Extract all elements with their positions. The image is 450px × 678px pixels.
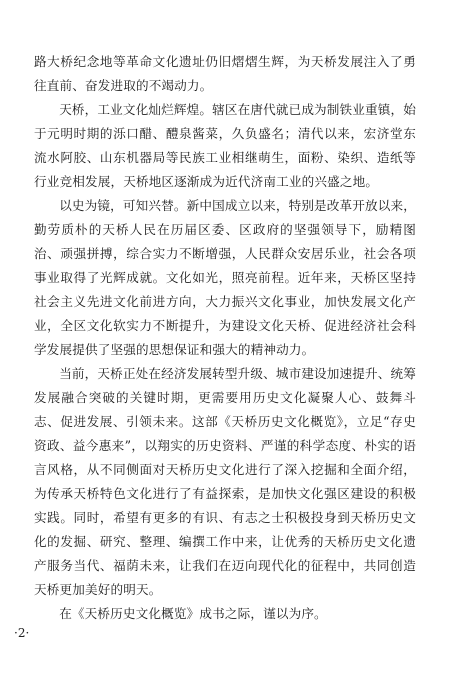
paragraph-industrial-culture: 天桥，工业文化灿烂辉煌。辖区在唐代就已成为制铁业重镇，始于元明时期的泺口醋、醴泉酱菜，久负盛名；清代以来，宏济堂东流水阿胶、山东机器局等民族工业相继萌生，面粉、染织、造纸等行业竞相发展，天桥地区逐渐成为近代济南工业的兴盛之地。 [34, 102, 417, 189]
document-body [34, 50, 416, 626]
page-number: ·2· [14, 626, 30, 640]
paragraph-continuation: 路大桥纪念地等革命文化遗址仍旧熠熠生辉，为天桥发展注入了勇往直前、奋发进取的不竭动力。 [34, 54, 416, 93]
paragraph-current-period: 当前，天桥正处在经济发展转型升级、城市建设加速提升、统筹发展融合突破的关键时期，更需要用历史文化凝聚人心、鼓舞斗志、促进发展、引领未来。这部《天桥历史文化概览》，立足“存史资政、益今惠来”，以翔实的历史资料、严谨的科学态度、朴实的语言风格，从不同侧面对天桥历史文化进行了深入挖掘和全面介绍，为传承天桥特色文化进行了有益探索，是加快文化强区建设的积极实践。同时，希望有更多的有识、有志之士积极投身到天桥历史文化的发掘、研究、整理、编撰工作中来，让优秀的天桥历史文化遗产服务当代、福荫未来，让我们在迈向现代化的征程中，共同创造天桥更加美好的明天。 [34, 366, 417, 597]
paragraph-closing: 在《天桥历史文化概览》成书之际，谨以为序。 [59, 606, 327, 621]
paragraph-history-mirror: 以史为镜，可知兴替。新中国成立以来，特别是改革开放以来，勤劳质朴的天桥人民在历届区委、区政府的坚强领导下，励精图治、顽强拼搏，综合实力不断增强，人民群众安居乐业，社会各项事业取得了光辉成就。文化如光，照亮前程。近年来，天桥区坚持社会主义先进文化前进方向，大力振兴文化事业，加快发展文化产业，全区文化软实力不断提升，为建设文化天桥、促进经济社会科学发展提供了坚强的思想保证和强大的精神动力。 [34, 198, 417, 357]
